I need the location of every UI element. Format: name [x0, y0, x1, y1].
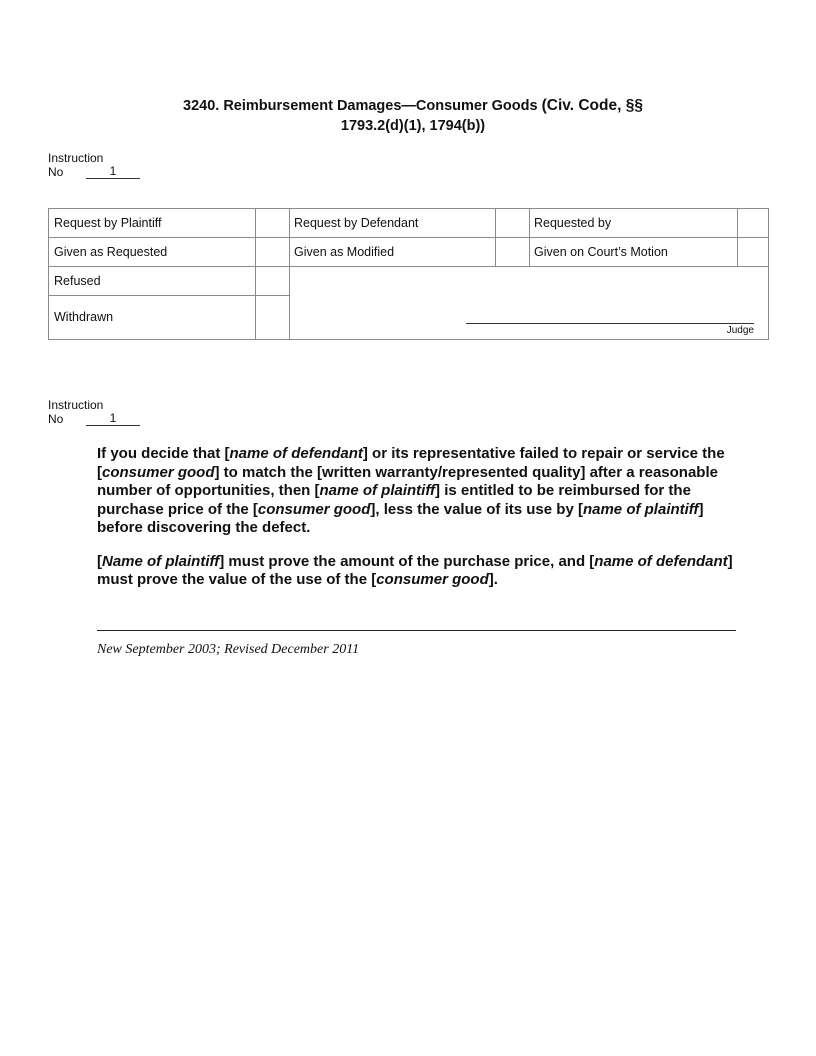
- given-as-requested-label: Given as Requested: [54, 244, 168, 259]
- request-by-plaintiff-checkbox[interactable]: [255, 209, 289, 237]
- instruction-no-label: No: [48, 165, 64, 179]
- p2-placeholder-defendant: name of defendant: [594, 552, 728, 570]
- p2-text-e: ] must prove the value of the use of the [: [97, 552, 733, 588]
- instruction-number-row-second: [48, 411, 117, 426]
- request-by-defendant-checkbox[interactable]: [495, 209, 529, 237]
- instruction-no-label-second: No: [48, 412, 64, 426]
- request-by-plaintiff-label: Request by Plaintiff: [54, 216, 162, 230]
- p2-placeholder-consumer-good: consumer good: [376, 571, 489, 588]
- section-divider: [97, 630, 736, 631]
- p1-placeholder-consumer-good-2: consumer good: [257, 500, 371, 518]
- page-title: [140, 96, 686, 136]
- p2-text-c: ] must prove the amount of the purchase price, and [: [219, 552, 595, 570]
- title-main: 3240. Reimbursement Damages—Consumer Goods: [183, 98, 538, 114]
- p1-placeholder-plaintiff-2: name of plaintiff: [582, 500, 699, 518]
- p1-text-a: If you decide that [: [97, 445, 230, 462]
- instruction-label: Instruction: [48, 151, 104, 165]
- instruction-number-value-second: 1: [86, 412, 140, 426]
- requested-by-label: Requested by: [534, 216, 612, 230]
- withdrawn-label: Withdrawn: [54, 310, 114, 324]
- instruction-paragraph-2: [97, 553, 737, 590]
- p1-text-c: ] or its representative failed to repair or service the [: [97, 445, 725, 481]
- given-as-modified-label: Given as Modified: [294, 244, 395, 259]
- instruction-disposition-form: [48, 208, 769, 340]
- requested-by-checkbox[interactable]: [737, 209, 768, 237]
- withdrawn-checkbox[interactable]: [255, 295, 289, 339]
- given-on-courts-motion-checkbox[interactable]: [737, 237, 768, 266]
- p1-placeholder-consumer-good: consumer good: [102, 463, 215, 481]
- p2-text-a: [: [97, 552, 102, 570]
- title-citation-part2: 1793.2(d)(1), 1794(b)): [340, 118, 486, 134]
- p2-text-g: ].: [488, 571, 498, 588]
- instruction-paragraph-1: [97, 445, 737, 538]
- instruction-number-value: 1: [86, 165, 140, 179]
- given-on-courts-motion-label: Given on Court’s Motion: [534, 244, 668, 259]
- given-as-modified-checkbox[interactable]: [495, 237, 529, 266]
- instruction-body: [97, 445, 737, 605]
- p1-text-e: ] to match the [written warranty/represented quality] after a reasonable number of opportunities, then [: [97, 463, 718, 499]
- instruction-number-row: [48, 164, 117, 179]
- refused-checkbox[interactable]: [255, 266, 289, 295]
- instruction-label-second: Instruction: [48, 398, 104, 412]
- judge-label: Judge: [726, 325, 754, 336]
- p1-placeholder-plaintiff: name of plaintiff: [319, 482, 436, 499]
- p2-placeholder-plaintiff: Name of plaintiff: [102, 552, 220, 570]
- p1-text-i: ], less the value of its use by [: [370, 500, 583, 518]
- refused-label: Refused: [54, 273, 101, 288]
- judge-signature-line[interactable]: [466, 323, 754, 324]
- p1-text-g: ] is entitled to be reimbursed for the purchase price of the [: [97, 482, 691, 518]
- given-as-requested-checkbox[interactable]: [255, 237, 289, 266]
- p1-text-k: ] before discovering the defect.: [97, 500, 704, 536]
- p1-placeholder-defendant: name of defendant: [229, 445, 363, 462]
- title-citation-part1: (Civ. Code, §§: [541, 97, 643, 114]
- revision-history: New September 2003; Revised December 2011: [97, 642, 360, 657]
- request-by-defendant-label: Request by Defendant: [294, 216, 419, 230]
